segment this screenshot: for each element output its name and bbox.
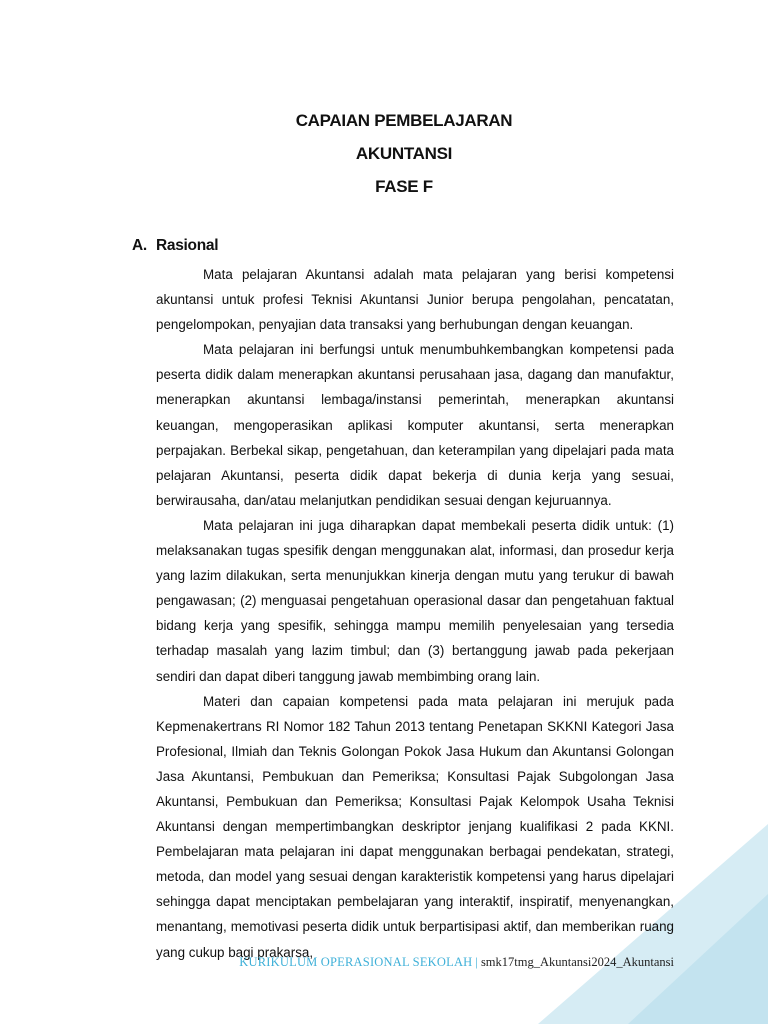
footer-school-label: KURIKULUM OPERASIONAL SEKOLAH [239, 955, 473, 969]
paragraph-1: Mata pelajaran Akuntansi adalah mata pelajaran yang berisi kompetensi akuntansi untuk profesi Teknisi Akuntansi Junior berupa pengolahan, pencatatan, pengelompokan, penyajian data transaksi yang berhubungan dengan keuangan. [156, 267, 674, 333]
footer-document-name: smk17tmg_Akuntansi2024_Akuntansi [480, 955, 674, 969]
paragraph-2: Mata pelajaran ini berfungsi untuk menumbuhkembangkan kompetensi pada peserta didik dalam menerapkan akuntansi perusahaan jasa, dagang dan manufaktur, menerapkan akuntansi lembaga/instansi pemerintah, menerapkan akuntansi keuangan, mengoperasikan aplikasi komputer akuntansi, serta menerapkan perpajakan. Berbekal sikap, pengetahuan, dan keterampilan yang dipelajari pada mata pelajaran Akuntansi, peserta didik dapat bekerja di dunia kerja yang sesuai, berwirausaha, dan/atau melanjutkan pendidikan sesuai dengan kejuruannya. [156, 342, 674, 508]
title-line-2: AKUNTANSI [355, 144, 453, 163]
paragraph-4: Materi dan capaian kompetensi pada mata pelajaran ini merujuk pada Kepmenakertrans RI Nomor 182 Tahun 2013 tentang Penetapan SKKNI Kategori Jasa Profesional, Ilmiah dan Teknis Golongan Pokok Jasa Hukum dan Akuntansi Golongan Jasa Akuntansi, Pembukuan dan Pemeriksa; Konsultasi Pajak Subgolongan Jasa Akuntansi, Pembukuan dan Pemeriksa; Konsultasi Pajak Kelompok Usaha Teknisi Akuntansi dengan mempertimbangkan deskriptor jenjang kualifikasi 2 pada KKNI. Pembelajaran mata pelajaran ini dapat menggunakan berbagai pendekatan, strategi, metoda, dan model yang sesuai dengan karakteristik kompetensi yang harus dipelajari sehingga dapat menciptakan pembelajaran yang interaktif, inspiratif, menyenangkan, menantang, memotivasi peserta didik untuk berpartisipasi aktif, dan memberikan ruang yang cukup bagi prakarsa, [156, 693, 674, 960]
document-title [0, 104, 768, 203]
paragraph-3: Mata pelajaran ini juga diharapkan dapat membekali peserta didik untuk: (1) melaksanakan tugas spesifik dengan menggunakan alat, informasi, dan prosedur kerja yang lazim dilakukan, serta menunjukkan kinerja dengan mutu yang terukur di bawah pengawasan; (2) menguasai pengetahuan operasional dasar dan pengetahuan faktual bidang kerja yang spesifik, sehingga mampu memilih penyelesaian yang tersedia terhadap masalah yang lazim timbul; dan (3) bertanggung jawab pada pekerjaan sendiri dan dapat diberi tanggung jawab membimbing orang lain. [156, 517, 674, 684]
title-line-1: CAPAIAN PEMBELAJARAN [295, 111, 513, 130]
section-heading [132, 237, 218, 255]
section-title: Rasional [156, 237, 219, 254]
footer-separator: | [475, 955, 478, 969]
section-letter: A. [132, 237, 147, 254]
section-body [156, 262, 674, 965]
title-line-3: FASE F [375, 177, 433, 196]
page-footer [239, 955, 674, 970]
